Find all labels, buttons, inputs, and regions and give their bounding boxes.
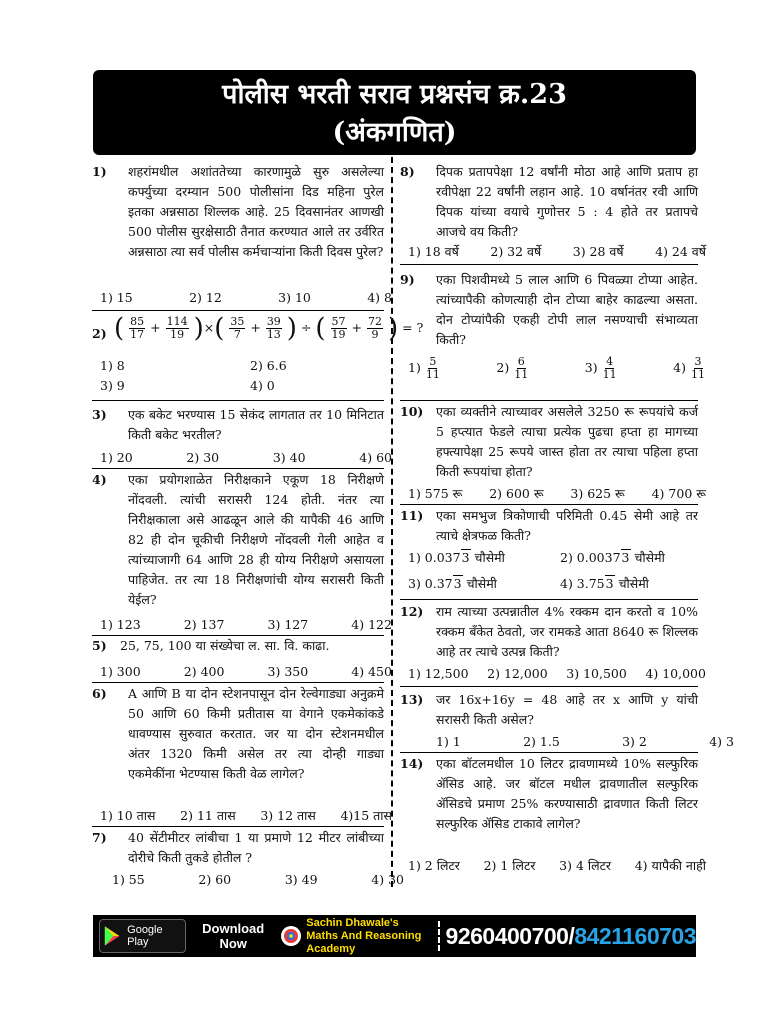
question-text: एका व्यक्तीने त्याच्यावर असलेले 3250 रू रूपयांचे कर्ज 5 हप्त्यात फेडले त्याचा प्रत्येक पुढचा हप्ता हा मागच्या हफ्त्यापेक्षा 25 रूपये जास्त होता तर त्याचा पहिला हप्ता किती रूपयांचा होता?: [436, 404, 698, 479]
option[interactable]: 3) 625 रू: [570, 486, 625, 501]
store-label: Google Play: [127, 924, 163, 948]
question-number: 13): [400, 692, 424, 707]
option[interactable]: 2) 0.00373 चौसेमी: [560, 550, 665, 565]
question-2-options: [92, 356, 392, 396]
question-4-options: [92, 615, 398, 635]
question-3-options: [92, 448, 398, 468]
question-1-options: [92, 288, 398, 308]
question-separator: [92, 682, 384, 683]
option[interactable]: 3) 350: [267, 664, 309, 679]
option[interactable]: 3) 2: [622, 734, 647, 749]
question-text: एका बॉटलमधील 10 लिटर द्रावणामध्ये 10% सल्फुरिक ॲसिड आहे. जर बॉटल मधील द्रावणातील सल्फुरिक ॲसिडचे प्रमाण 25% करण्यासाठी द्रावणात किती लिटर सल्फुरिक ॲसिड टाकावे लागेल?: [436, 756, 698, 831]
option[interactable]: 4) 3: [709, 734, 734, 749]
option[interactable]: 4) 8: [367, 290, 392, 305]
option[interactable]: 3) 10,500: [566, 666, 627, 681]
option[interactable]: 1) 55: [112, 872, 145, 887]
option[interactable]: 1) 18 वर्षे: [408, 244, 459, 259]
question-12-options: [400, 664, 712, 684]
question-number: 6): [92, 686, 107, 701]
download-now-label[interactable]: Download Now: [202, 921, 265, 951]
question-text: 40 सेंटीमीटर लांबीचा 1 या प्रमाणे 12 मीटर लांबीच्या दोरीचे किती तुकडे होतील ?: [128, 830, 384, 865]
question-8-options: [400, 242, 712, 262]
question-separator: [92, 400, 384, 401]
question-separator: [400, 599, 698, 600]
option[interactable]: 3) 28 वर्षे: [572, 244, 624, 259]
option[interactable]: 1) 0.0373 चौसेमी: [408, 550, 505, 565]
option[interactable]: 2) 32 वर्षे: [490, 244, 542, 259]
option[interactable]: 4) 60: [359, 450, 392, 465]
footer-banner: [93, 915, 696, 957]
question-number: 8): [400, 164, 415, 179]
option[interactable]: 2) 137: [183, 617, 225, 632]
footer-divider: [438, 921, 440, 951]
question-separator: [92, 310, 384, 311]
option[interactable]: 3) 40: [272, 450, 306, 465]
option[interactable]: 4) 450: [351, 664, 392, 679]
question-number: 3): [92, 407, 107, 422]
option[interactable]: 2) 12,000: [487, 666, 548, 681]
question-7: [92, 828, 384, 868]
option[interactable]: 1) 8: [100, 358, 125, 373]
worksheet-title: पोलीस भरती सराव प्रश्नसंच क्र.23: [222, 79, 567, 110]
question-4: [92, 470, 384, 610]
google-play-icon: [100, 923, 125, 949]
question-number: 4): [92, 472, 107, 487]
question-text: 25, 75, 100 या संख्येचा ल. सा. वि. काढा.: [120, 638, 330, 653]
worksheet-header: [93, 70, 696, 155]
academy-logo-icon: [280, 925, 302, 947]
option[interactable]: 1) 15: [100, 290, 133, 305]
option[interactable]: 1) 1: [436, 734, 461, 749]
option[interactable]: 1) 123: [100, 617, 141, 632]
option[interactable]: 4) 122: [351, 617, 392, 632]
question-13-options: [400, 732, 768, 752]
option[interactable]: 2) 600 रू: [489, 486, 544, 501]
option[interactable]: 1) 20: [100, 450, 133, 465]
question-3: [92, 405, 384, 445]
question-separator: [400, 504, 698, 505]
question-number: 10): [400, 404, 424, 419]
question-11: [400, 506, 698, 546]
question-8: [400, 162, 698, 242]
option[interactable]: 2) 11 तास: [180, 808, 236, 823]
question-7-options: [92, 870, 424, 890]
question-separator: [400, 264, 698, 265]
option[interactable]: 4) 10,000: [645, 666, 706, 681]
question-9: [400, 270, 698, 350]
question-6-options: [92, 806, 398, 826]
option[interactable]: 1) 575 रू: [408, 486, 463, 501]
question-separator: [400, 400, 698, 401]
option[interactable]: 1) 10 तास: [100, 808, 156, 823]
option[interactable]: 2) 60: [198, 872, 232, 887]
question-13: [400, 690, 698, 730]
google-play-badge[interactable]: [99, 919, 186, 953]
option[interactable]: 3) 12 तास: [260, 808, 316, 823]
option[interactable]: 2) $\frac{6}{11}$: [496, 355, 529, 381]
option[interactable]: 3) 0.373 चौसेमी: [408, 576, 497, 591]
fraction-expression: ( $\frac{85}{17}$ + $\frac{114}{19}$ )×( $\frac{35}{7}$ + $\frac{39}{13}$ ) ÷ ( $\frac{57}{19}$ + $\frac{72}{9}$ ) = ?: [114, 313, 424, 344]
contact-numbers[interactable]: 9260400700/8421160703: [445, 922, 696, 949]
question-text: एक बकेट भरण्यास 15 सेकंद लागतात तर 10 मिनिटात किती बकेट भरतील?: [128, 407, 384, 442]
question-number: 11): [400, 508, 424, 523]
option[interactable]: 4) 700 रू: [651, 486, 706, 501]
question-11-options: [400, 548, 706, 594]
question-10-options: [400, 484, 712, 504]
option[interactable]: 3) $\frac{4}{11}$: [584, 355, 617, 381]
option[interactable]: 2) 12: [189, 290, 222, 305]
option[interactable]: 3) 4 लिटर: [559, 858, 612, 873]
option[interactable]: 2) 1.5: [523, 734, 560, 749]
option[interactable]: 2) 30: [186, 450, 220, 465]
option[interactable]: 1) 300: [100, 664, 141, 679]
question-14: [400, 754, 698, 834]
option[interactable]: 4) $\frac{3}{11}$: [673, 355, 705, 381]
question-2: [92, 313, 424, 344]
question-10: [400, 402, 698, 482]
option[interactable]: 4) 24 वर्षे: [655, 244, 706, 259]
question-number: 5): [92, 638, 107, 653]
academy-name: Sachin Dhawale's Maths And Reasoning Academy: [306, 916, 422, 955]
question-separator: [400, 686, 698, 687]
question-5: [92, 636, 384, 656]
question-9-options: [400, 356, 712, 381]
question-number: 1): [92, 164, 107, 179]
option[interactable]: 2) 400: [183, 664, 225, 679]
question-text: एका समभुज त्रिकोणाची परिमिती 0.45 सेमी आहे तर त्याचे क्षेत्रफळ किती?: [436, 508, 698, 543]
question-number: 2): [92, 326, 107, 341]
question-number: 7): [92, 830, 107, 845]
option[interactable]: 1) 12,500: [408, 666, 469, 681]
option[interactable]: 4) 0: [250, 378, 275, 393]
option[interactable]: 4) 30: [371, 872, 404, 887]
option[interactable]: 4) यापैकी नाही: [634, 858, 706, 873]
question-text: राम त्याच्या उत्पन्नातील 4% रक्कम दान करतो व 10% रक्कम बँकेत ठेवतो, जर रामकडे आता 8640 रू शिल्लक आहे तर त्याचे उत्पन्न किती?: [436, 604, 698, 659]
option[interactable]: 2) 1 लिटर: [483, 858, 536, 873]
question-text: एका प्रयोगशाळेत निरीक्षकाने एकूण 18 निरीक्षणे नोंदवली. त्यांची सरासरी 124 होती. नंतर त्या निरीक्षकाला असे आढळून आले की यापैकी 46 आणि 82 ही दोन चूकीची निरीक्षणे नोंदवली गेली आहेत व त्यांच्याजागी 64 आणि 28 ही योग्य निरीक्षणे असायला पाहिजेत. तर त्या 18 निरीक्षणांची योग्य सरासरी किती येईल?: [128, 472, 384, 607]
option[interactable]: 3) 10: [278, 290, 311, 305]
question-text: दिपक प्रतापपेक्षा 12 वर्षांनी मोठा आहे आणि प्रताप हा रवीपेक्षा 22 वर्षांनी लहान आहे. 10 वर्षानंतर रवी आणि दिपक यांच्या वयाचे गुणोत्तर 5 : 4 होते तर प्रतापचे आजचे वय किती?: [436, 164, 698, 239]
question-text: शहरांमधील अशांततेच्या कारणामुळे सुरु असलेल्या कर्फ्युच्या दरम्यान 500 पोलीसांना दिड महिना पुरेल इतका अन्नसाठा शिल्लक आहे. 25 दिवसानंतर आणखी 500 पोलीस सुरक्षेसाठी तैनात करण्यात आले तर उर्वरित अन्नसाठा त्या सर्व पोलीस कर्मचाऱ्यांना किती दिवस पुरेल?: [128, 164, 384, 259]
worksheet-subtitle: (अंकगणित): [332, 117, 457, 148]
question-separator: [400, 752, 698, 753]
option[interactable]: 3) 49: [284, 872, 318, 887]
phone-number-1[interactable]: 9260400700: [445, 922, 569, 949]
question-text: जर 16x+16y = 48 आहे तर x आणि y यांची सरासरी किती असेल?: [436, 692, 698, 727]
academy-brand: [280, 917, 431, 956]
question-text: एका पिशवीमध्ये 5 लाल आणि 6 पिवळ्या टोप्या आहेत. त्यांच्यापैकी कोणत्याही दोन टोप्या बाहेर काढल्या असता. दोन टोप्यांपैकी एकही टोपी लाल नसण्याची संभाव्यता किती?: [436, 272, 698, 347]
question-1: [92, 162, 384, 262]
question-12: [400, 602, 698, 662]
option[interactable]: 1) $\frac{5}{11}$: [408, 355, 440, 381]
option[interactable]: 3) 9: [100, 378, 125, 393]
question-number: 12): [400, 604, 424, 619]
question-14-options: [400, 856, 712, 876]
question-separator: [92, 468, 384, 469]
option[interactable]: 3) 127: [267, 617, 309, 632]
option[interactable]: 1) 2 लिटर: [408, 858, 460, 873]
option[interactable]: 4) 3.753 चौसेमी: [560, 576, 649, 591]
option[interactable]: 4)15 तास: [340, 808, 392, 823]
question-5-options: [92, 662, 398, 682]
question-separator: [92, 826, 384, 827]
phone-number-2[interactable]: 8421160703: [574, 922, 696, 949]
option[interactable]: 2) 6.6: [250, 358, 287, 373]
question-number: 9): [400, 272, 415, 287]
question-6: [92, 684, 384, 784]
column-divider: [391, 157, 393, 887]
question-text: A आणि B या दोन स्टेशनपासून दोन रेल्वेगाड्या अनुक्रमे 50 आणि 60 किमी प्रतीतास या वेगाने एकमेकांकडे धावण्यास सुरुवात करतात. जर या दोन स्टेशनमधील अंतर 1320 किमी असेल तर त्या दोन्ही गाड्या एकमेकींना भेटण्यास किती वेळ लागेल?: [128, 686, 384, 781]
question-number: 14): [400, 756, 424, 771]
